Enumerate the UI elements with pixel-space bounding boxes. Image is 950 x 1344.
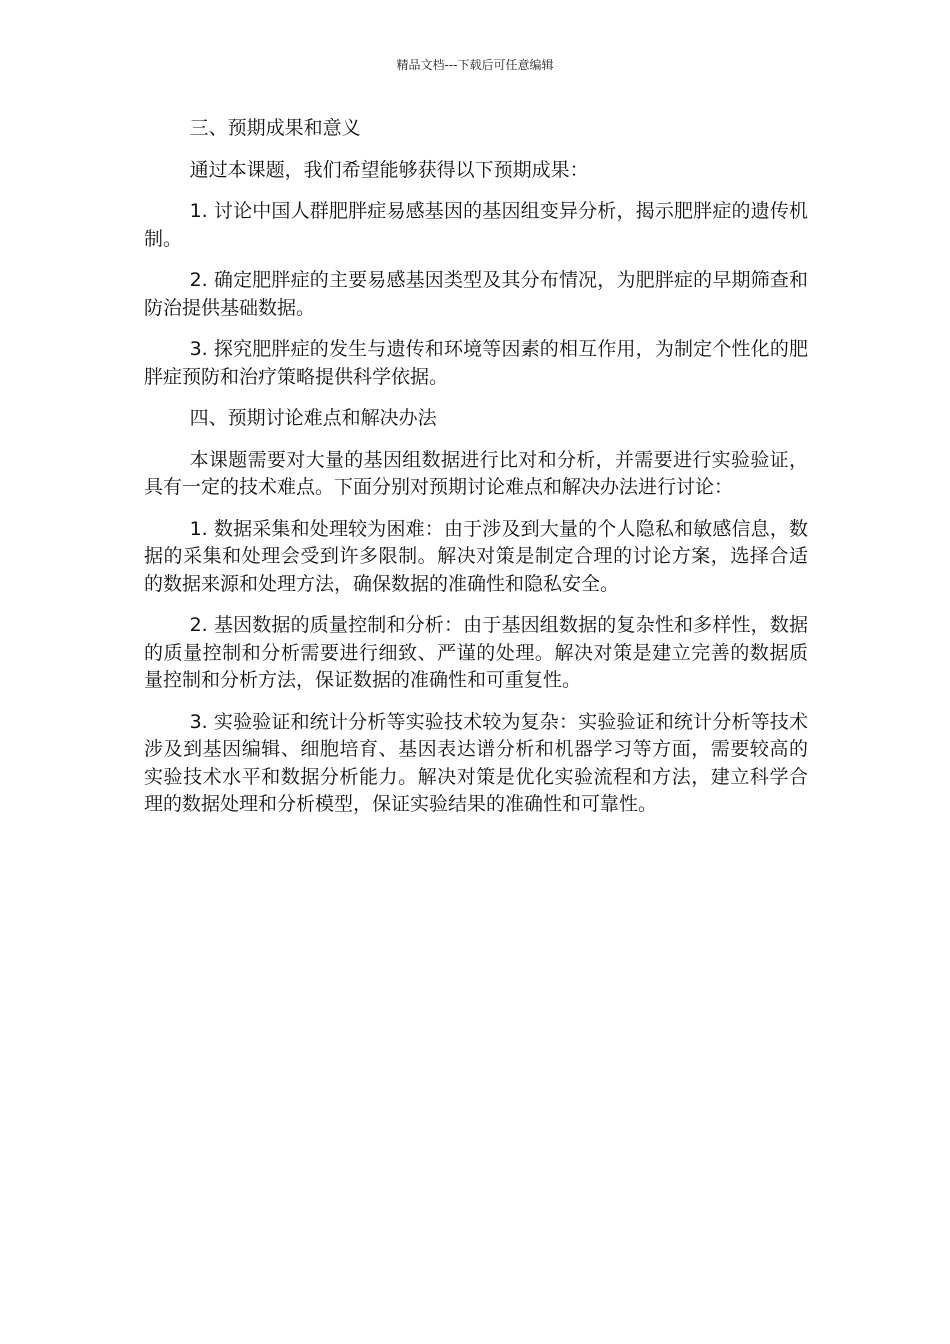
difficulty-item-2: 2. 基因数据的质量控制和分析：由于基因组数据的复杂性和多样性，数据的质量控制和分析需要进行细致、严谨的处理。解决对策是建立完善的数据质量控制和分析方法，保证数据的准确性和可重复性。 [144, 614, 808, 691]
difficulty-item-3: 3. 实验验证和统计分析等实验技术较为复杂：实验验证和统计分析等技术涉及到基因编辑、细胞培育、基因表达谱分析和机器学习等方面，需要较高的实验技术水平和数据分析能力。解决对策是优化实验流程和方法，建立科学合理的数据处理和分析模型，保证实验结果的准确性和可靠性。 [144, 710, 808, 815]
expected-result-item-3: 3. 探究肥胖症的发生与遗传和环境等因素的相互作用，为制定个性化的肥胖症预防和治疗策略提供科学依据。 [144, 338, 808, 388]
expected-result-item-2: 2. 确定肥胖症的主要易感基因类型及其分布情况，为肥胖症的早期筛查和防治提供基础数据。 [144, 269, 808, 319]
difficulties-intro: 本课题需要对大量的基因组数据进行比对和分析，并需要进行实验验证，具有一定的技术难点。下面分别对预期讨论难点和解决办法进行讨论： [144, 448, 808, 498]
document-body [144, 115, 808, 833]
difficulty-item-1: 1. 数据采集和处理较为困难：由于涉及到大量的个人隐私和敏感信息，数据的采集和处理会受到许多限制。解决对策是制定合理的讨论方案，选择合适的数据来源和处理方法，确保数据的准确性和隐私安全。 [144, 517, 808, 595]
expected-results-intro: 通过本课题，我们希望能够获得以下预期成果： [189, 158, 589, 181]
section-heading-expected-results: 三、预期成果和意义 [189, 117, 361, 139]
section-heading-difficulties: 四、预期讨论难点和解决办法 [189, 407, 437, 429]
expected-result-item-1: 1. 讨论中国人群肥胖症易感基因的基因组变异分析，揭示肥胖症的遗传机制。 [144, 200, 808, 250]
page-header: 精品文档---下载后可任意编辑 [396, 58, 554, 72]
